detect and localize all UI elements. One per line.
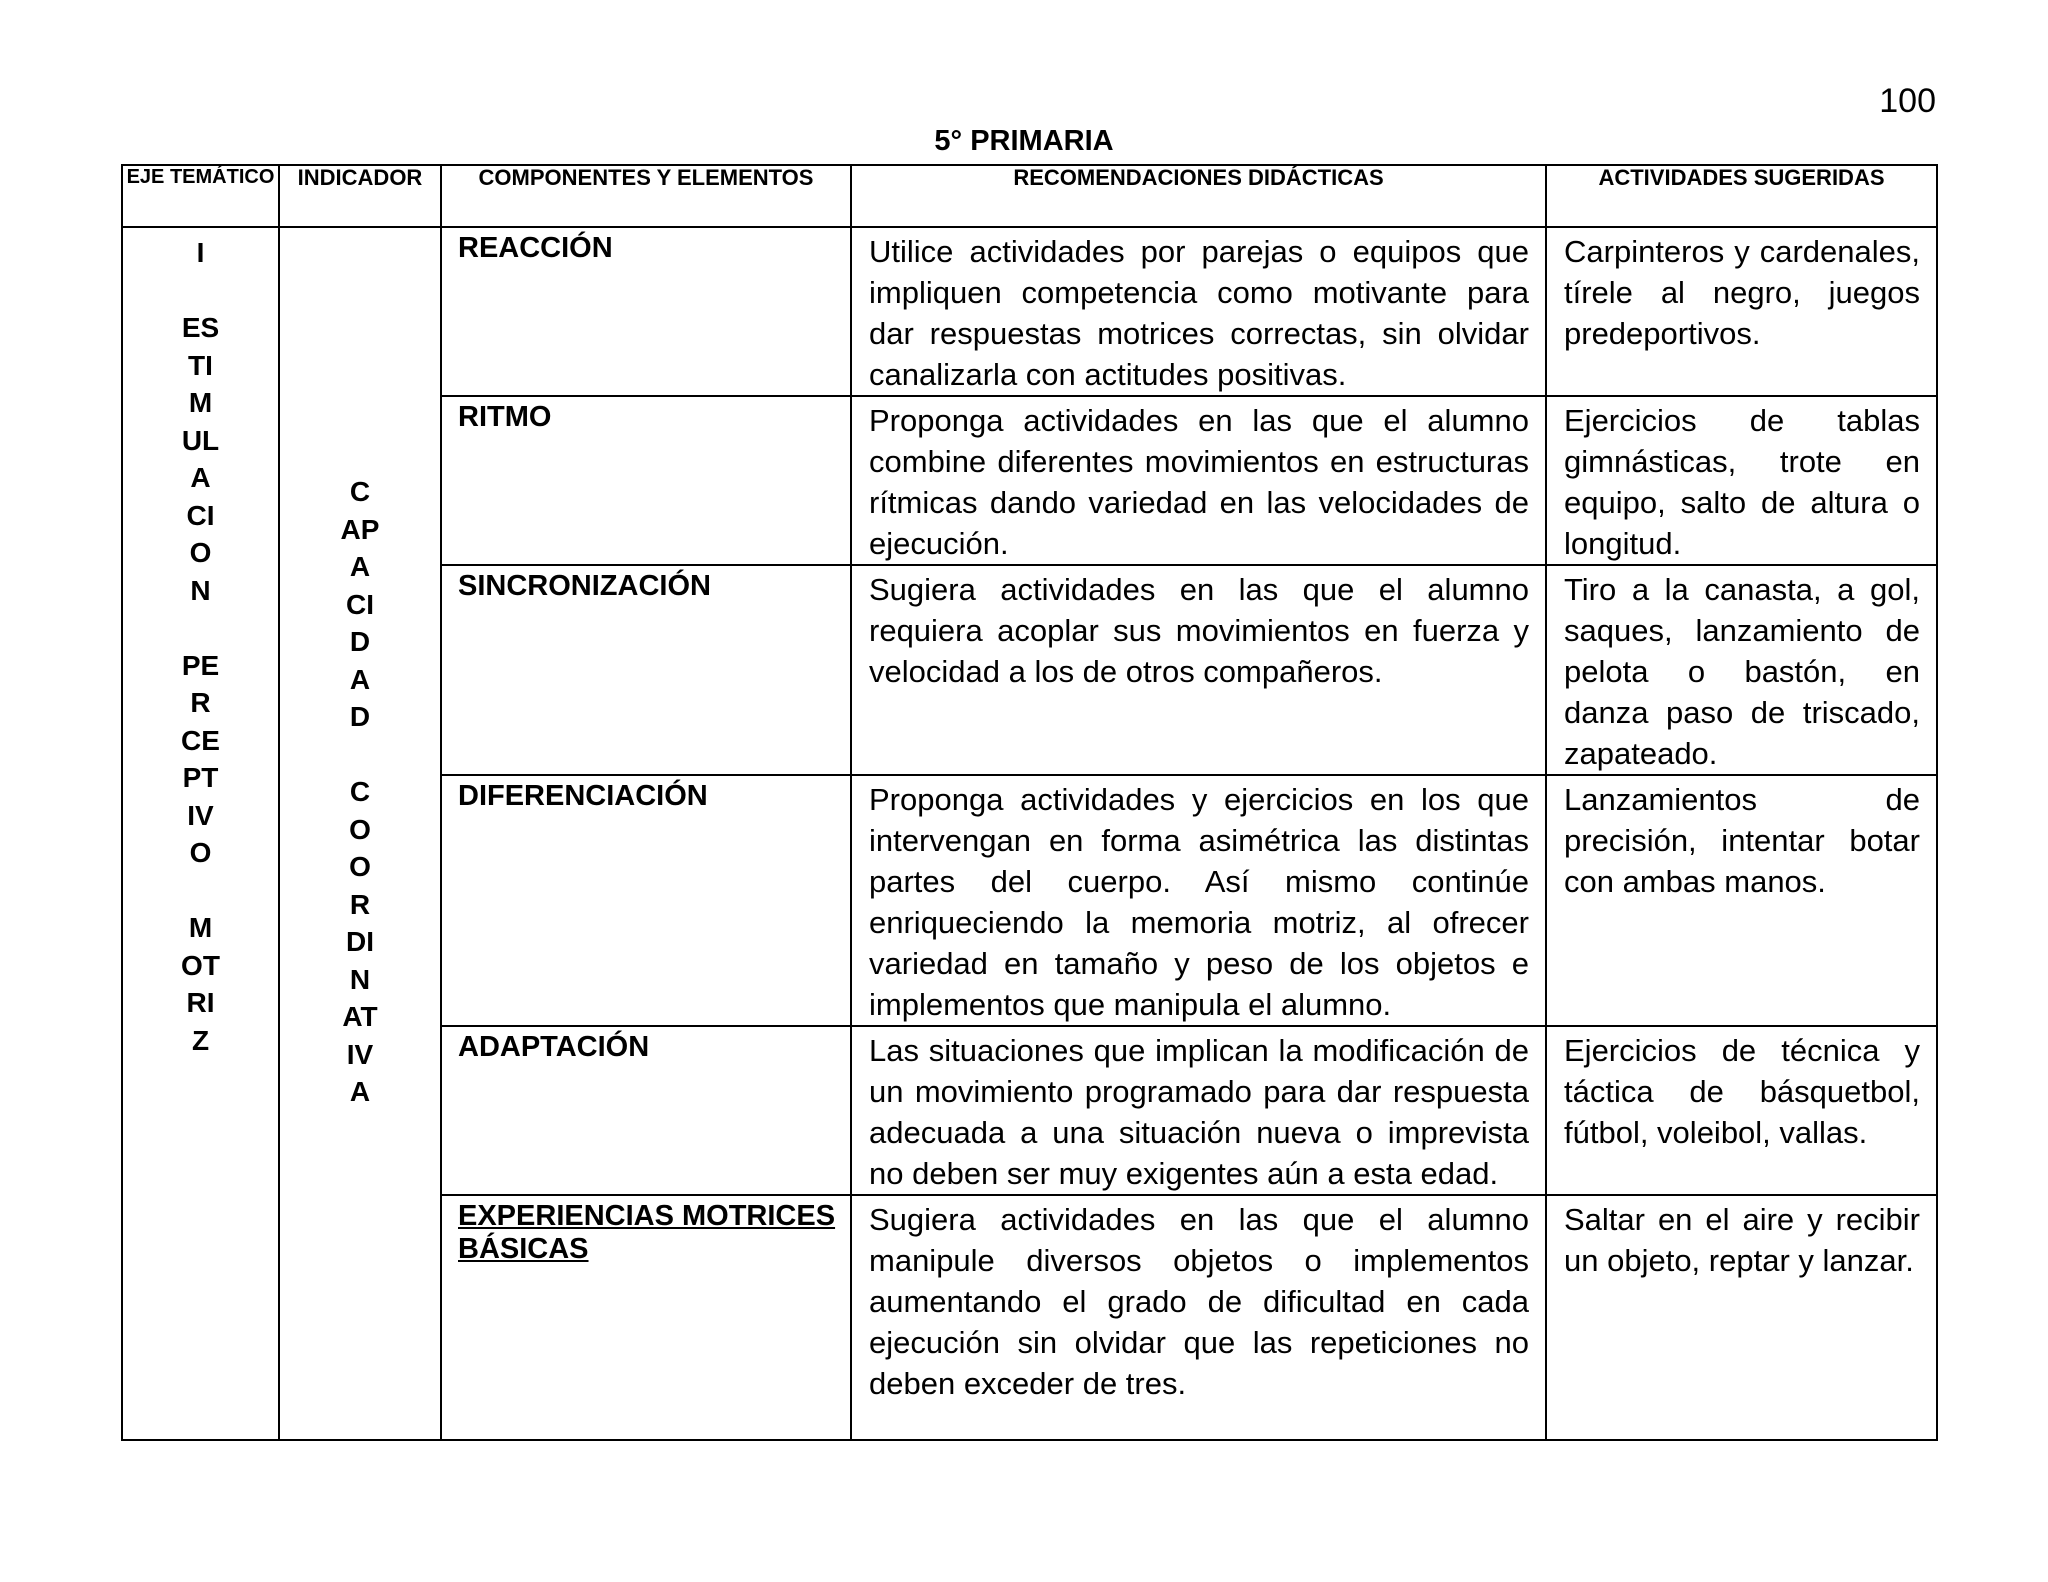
actividad-cell: Ejercicios de técnica y táctica de básquetbol, fútbol, voleibol, vallas. <box>1546 1026 1937 1195</box>
header-indicador: INDICADOR <box>279 165 441 227</box>
actividad-cell: Lanzamientos de precisión, intentar botar con ambas manos. <box>1546 775 1937 1026</box>
actividad-cell: Ejercicios de tablas gimnásticas, trote en equipo, salto de altura o longitud. <box>1546 396 1937 565</box>
actividad-cell: Tiro a la canasta, a gol, saques, lanzamiento de pelota o bastón, en danza paso de triscado, zapateado. <box>1546 565 1937 775</box>
table-row <box>122 227 1937 396</box>
indicador-vertical-text: CAPACIDAD COORDINATIVA <box>340 476 380 1107</box>
header-recomendaciones: RECOMENDACIONES DIDÁCTICAS <box>851 165 1546 227</box>
eje-tematico-vertical-text: I ESTIMULACION PERCEPTIVO MOTRIZ <box>181 237 220 1056</box>
componente-cell <box>441 1195 851 1440</box>
componente-cell: SINCRONIZACIÓN <box>441 565 851 775</box>
page-title: 5° PRIMARIA <box>934 125 1114 157</box>
table-header-row <box>122 165 1937 227</box>
recomendacion-cell: Sugiera actividades en las que el alumno requiera acoplar sus movimientos en fuerza y velocidad a los de otros compañeros. <box>851 565 1546 775</box>
eje-tematico-cell <box>122 227 279 1440</box>
componente-cell: RITMO <box>441 396 851 565</box>
header-eje-tematico: EJE TEMÁTICO <box>122 165 279 227</box>
page-number: 100 <box>1879 82 1936 120</box>
header-componentes: COMPONENTES Y ELEMENTOS <box>441 165 851 227</box>
recomendacion-cell: Proponga actividades en las que el alumno combine diferentes movimientos en estructuras rítmicas dando variedad en las velocidades de ejecución. <box>851 396 1546 565</box>
componente-cell: DIFERENCIACIÓN <box>441 775 851 1026</box>
recomendacion-cell: Utilice actividades por parejas o equipos que impliquen competencia como motivante para dar respuestas motrices correctas, sin olvidar canalizarla con actitudes positivas. <box>851 227 1546 396</box>
header-actividades: ACTIVIDADES SUGERIDAS <box>1546 165 1937 227</box>
curriculum-table <box>121 164 1938 1441</box>
recomendacion-cell: Sugiera actividades en las que el alumno manipule diversos objetos o implementos aumentando el grado de dificultad en cada ejecución sin olvidar que las repeticiones no deben exceder de tres. <box>851 1195 1546 1440</box>
componente-cell: REACCIÓN <box>441 227 851 396</box>
recomendacion-cell: Las situaciones que implican la modificación de un movimiento programado para dar respuesta adecuada a una situación nueva o imprevista no deben ser muy exigentes aún a esta edad. <box>851 1026 1546 1195</box>
componente-underlined-label: EXPERIENCIAS MOTRICES BÁSICAS <box>458 1200 836 1265</box>
indicador-cell <box>279 227 441 1440</box>
recomendacion-cell: Proponga actividades y ejercicios en los que intervengan en forma asimétrica las distintas partes del cuerpo. Así mismo continúe enriqueciendo la memoria motriz, al ofrecer variedad en tamaño y peso de los objetos e implementos que manipula el alumno. <box>851 775 1546 1026</box>
actividad-cell: Carpinteros y cardenales, tírele al negro, juegos predeportivos. <box>1546 227 1937 396</box>
actividad-cell: Saltar en el aire y recibir un objeto, reptar y lanzar. <box>1546 1195 1937 1440</box>
componente-cell: ADAPTACIÓN <box>441 1026 851 1195</box>
